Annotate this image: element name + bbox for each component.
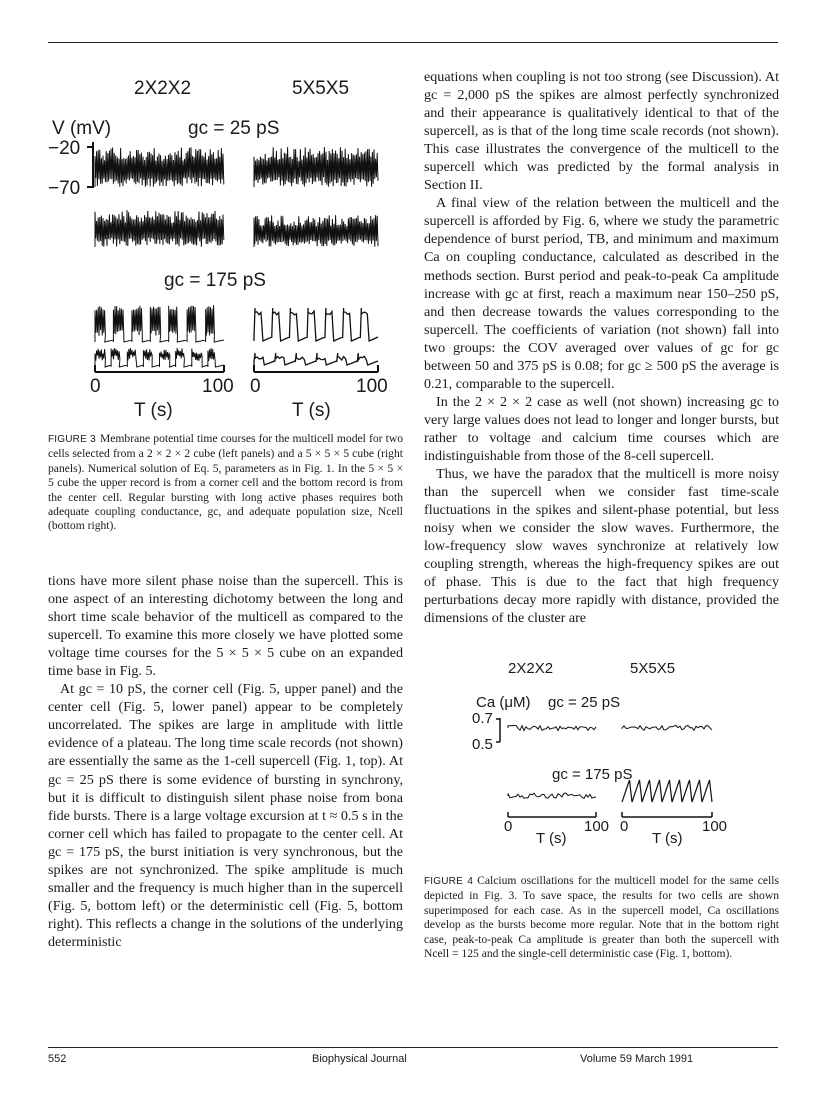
fig3-tick-top: −20: [48, 138, 81, 159]
right-paragraph-1: equations when coupling is not too strong (see Discussion). At gc = 2,000 pS the spikes are almost perfectly synchronized and their appearance is qualitatively identical to that of the supercell, as is that of the long time scale records (not shown). This case illustrates the convergence of the multicell to the supercell which was predicted by the formal analysis in Section II.: [424, 69, 779, 194]
fig4-trace-25-2x2x2: [508, 726, 596, 731]
fig3-y-label: V (mV): [52, 118, 112, 139]
left-column: [48, 50, 404, 950]
fig3-x-label-right: T (s): [292, 400, 331, 421]
fig3-col-right-label: 5X5X5: [292, 78, 350, 99]
fig3-col-left-label: 2X2X2: [134, 78, 192, 99]
fig4-x-label-right: T (s): [652, 830, 683, 847]
fig4-x-start-right: 0: [620, 818, 629, 835]
fig3-trace-175-2x2x2-center: [95, 348, 224, 367]
fig4-y-label: Ca (μM): [476, 694, 531, 711]
fig3-x-start-right: 0: [250, 376, 261, 397]
right-paragraph-4: Thus, we have the paradox that the multicell is more noisy than the supercell when we consider fast time-scale fluctuations in the spikes and silent-phase potential, but less noisy when we consider the slow waves. Furthermore, the low-frequency slow waves synchronize at relatively low coupling strength, whereas the high-frequency spikes are out of phase. This is due to the fact that high frequency perturbations decay more rapidly with distance, provided the dimensions of the cluster are: [424, 466, 779, 627]
footer-page-number: 552: [48, 1053, 67, 1065]
fig3-trace-25-5x5x5-center: [254, 215, 378, 247]
right-column: [424, 68, 779, 627]
fig3-trace-25-2x2x2-center: [95, 210, 224, 247]
fig4-caption: [424, 874, 779, 961]
fig4-trace-175-2x2x2: [508, 793, 596, 798]
fig3-caption-label: FIGURE 3: [48, 434, 96, 445]
fig3-x-end-left: 100: [202, 376, 234, 397]
fig3-caption-text: Membrane potential time courses for the multicell model for two cells selected from a 2 × 2 × 2 cube (left panels) and a 5 × 5 × 5 cube (right panels). Numerical solution of Eq. 5, parameters as in Fig. 1. In the 5 × 5 × 5 cube the upper record is from a corner cell and the bottom record is from the center cell. Regular bursting with long active phases requires both adequate coupling conductance, gc, and adequate population size, Ncell (bottom right).: [48, 432, 404, 533]
fig4-x-end-left: 100: [584, 818, 610, 835]
fig3-trace-175-2x2x2-corner: [95, 305, 224, 342]
fig3-caption: [48, 432, 403, 534]
fig4-trace-175-5x5x5: [622, 780, 712, 802]
fig4-gc-low-label: gᴄ = 25 pS: [548, 694, 621, 711]
fig4-x-start-left: 0: [504, 818, 513, 835]
fig4-col-right-label: 5X5X5: [630, 660, 676, 677]
fig3-tick-bottom: −70: [48, 178, 81, 199]
left-paragraph-1: tions have more silent phase noise than the supercell. This is one aspect of an interesting dichotomy between the long and short time scale behavior of the multicell as compared to the supercell. To examine this more closely we have plotted some voltage time courses for the 5 × 5 × 5 cube on an expanded time base in Fig. 5.: [48, 573, 403, 680]
fig4-gc-high-label: gᴄ = 175 pS: [552, 766, 633, 783]
fig4-traces: [424, 658, 779, 858]
footer-volume: Volume 59 March 1991: [580, 1053, 694, 1065]
top-rule: [48, 42, 778, 43]
fig3-traces: [48, 50, 403, 380]
fig3-trace-175-5x5x5-center: [254, 353, 378, 365]
fig3-gc-high-label: gᴄ = 175 pS: [164, 270, 266, 291]
fig4-tick-top: 0.7: [472, 710, 493, 727]
fig4-caption-label: FIGURE 4: [424, 876, 474, 887]
footer-journal: Biophysical Journal: [312, 1053, 407, 1065]
fig4-trace-25-5x5x5: [622, 726, 712, 731]
figure-3: [48, 50, 404, 533]
fig3-gc-low-label: gᴄ = 25 pS: [188, 118, 280, 139]
fig3-x-end-right: 100: [356, 376, 388, 397]
fig3-trace-175-5x5x5-corner: [254, 308, 378, 341]
fig4-caption-text: Calcium oscillations for the multicell model for the same cells depicted in Fig. 3. To save space, the results for two cells are shown superimposed for each case. As in the supercell model, Ca oscillations develop as the bursts become more regular. Note that in the bottom right case, peak-to-peak Ca amplitude is greater than both the supercell with Ncell = 125 and the single-cell deterministic case (Fig. 1, bottom).: [424, 874, 779, 961]
fig3-x-start-left: 0: [90, 376, 101, 397]
figure-4: [424, 658, 779, 1018]
fig4-x-end-right: 100: [702, 818, 728, 835]
fig3-x-label-left: T (s): [134, 400, 173, 421]
fig3-trace-25-2x2x2-corner: [95, 147, 224, 187]
left-paragraph-2: At gc = 10 pS, the corner cell (Fig. 5, upper panel) and the center cell (Fig. 5, lower panel) appear to be completely uncorrelated. The spikes are large in amplitude with little evidence of a plateau. The long time scale records (not shown) are essentially the same as the 1-cell supercell (Fig. 1, top). At gc = 25 pS there is some evidence of bursting in synchrony, but it is difficult to distinguish silent phase noise from bona fide bursts. There is a large voltage excursion at t ≈ 0.5 s in the corner cell which has failed to propagate to the center cell. At gc = 175 pS, the burst initiation is very synchronous, but the spikes are not synchronized. The spike amplitude is much smaller and the frequency is much higher than in the supercell (Fig. 5, bottom left) or the deterministic cell (Fig. 5, bottom right). This reflects a change in the solutions of the underlying deterministic: [48, 681, 403, 950]
footer-rule: [48, 1047, 778, 1048]
right-paragraph-3: In the 2 × 2 × 2 case as well (not shown) increasing gc to very large values does not lead to longer and longer bursts, but rather to voltage and calcium time courses which are indistinguishable from those of the 8-cell supercell.: [424, 393, 779, 464]
fig4-tick-bottom: 0.5: [472, 736, 493, 753]
right-paragraph-2: A final view of the relation between the multicell and the supercell is afforded by Fig. 6, where we study the parametric dependence of burst period, TB, and minimum and maximum Ca on coupling conductance, calculated as described in the methods section. Burst period and peak-to-peak Ca amplitude increase with gc at first, reach a maximum near 150–250 pS, and then decrease towards the values corresponding to the supercell. The coefficients of variation (not shown) fall into two groups: the COV averaged over values of gc for gc between 50 and 375 pS is 0.08; for gc ≥ 500 pS the average is 0.21, comparable to the supercell.: [424, 195, 779, 392]
fig4-x-label-left: T (s): [536, 830, 567, 847]
fig3-trace-25-5x5x5-corner: [254, 147, 378, 187]
fig4-col-left-label: 2X2X2: [508, 660, 554, 677]
